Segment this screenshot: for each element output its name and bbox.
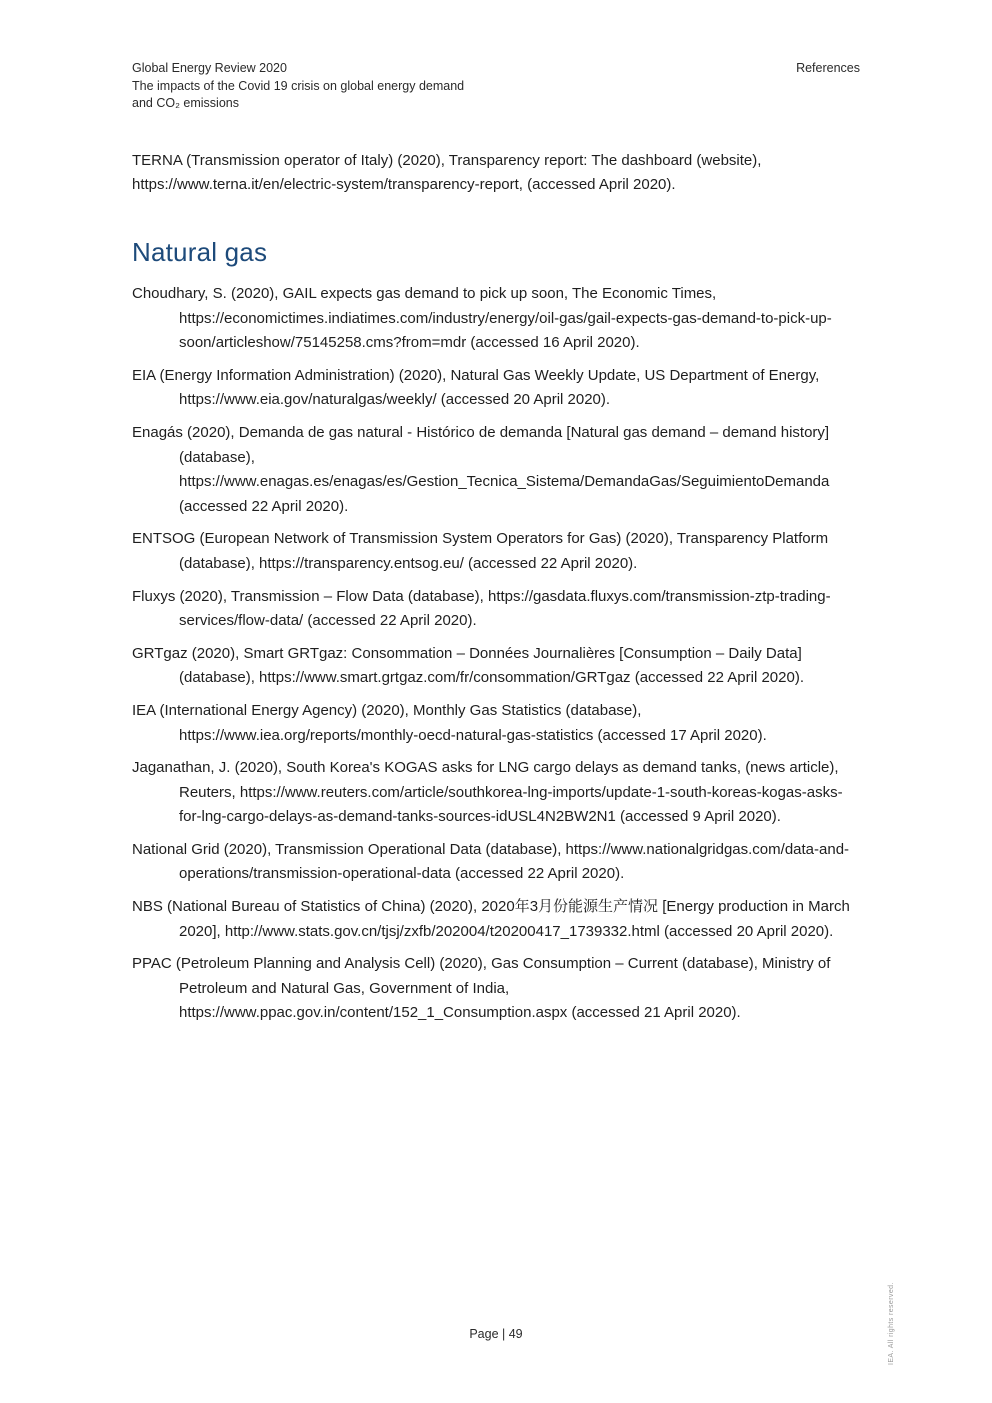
reference-item: GRTgaz (2020), Smart GRTgaz: Consommation – Données Journalières [Consumption – Daily Data] (database), https://www.smart.grtgaz.com/fr/consommation/GRTgaz (accessed 22 April 2020). xyxy=(132,644,804,687)
reference-item: Jaganathan, J. (2020), South Korea's KOGAS asks for LNG cargo delays as demand tanks, (news article), Reuters, https://www.reuters.com/article/southkorea-lng-imports/update-1-south-koreas-kogas-asks-for-lng-cargo-delays-as-demand-tanks-sources-idUSL4N2BW2N1 (accessed 9 April 2020). xyxy=(132,759,843,826)
reference-item: Enagás (2020), Demanda de gas natural - Histórico de demanda [Natural gas demand – demand history] (database), https://www.enagas.es/enagas/es/Gestion_Tecnica_Sistema/DemandaGas/SeguimientoDemanda (accessed 22 April 2020). xyxy=(132,423,830,515)
reference-item: Choudhary, S. (2020), GAIL expects gas demand to pick up soon, The Economic Times, https://economictimes.indiatimes.com/industry/energy/oil-gas/gail-expects-gas-demand-to-pick-up-soon/articleshow/75145258.cms?from=mdr (accessed 16 April 2020). xyxy=(132,285,832,352)
report-subtitle-line-2: and CO₂ emissions xyxy=(132,96,239,110)
reference-list xyxy=(132,282,860,1034)
reference-item: ENTSOG (European Network of Transmission System Operators for Gas) (2020), Transparency Platform (database), https://transparency.entsog.eu/ (accessed 22 April 2020). xyxy=(132,530,829,572)
reference-item: EIA (Energy Information Administration) (2020), Natural Gas Weekly Update, US Department of Energy, https://www.eia.gov/naturalgas/weekly/ (accessed 20 April 2020). xyxy=(132,366,820,409)
report-subtitle-line-1: The impacts of the Covid 19 crisis on global energy demand xyxy=(132,78,465,93)
section-heading: Natural gas xyxy=(132,237,268,267)
reference-item: Fluxys (2020), Transmission – Flow Data (database), https://gasdata.fluxys.com/transmission-ztp-trading-services/flow-data/ (accessed 22 April 2020). xyxy=(132,587,831,630)
reference-item: IEA (International Energy Agency) (2020), Monthly Gas Statistics (database), https://www.iea.org/reports/monthly-oecd-natural-gas-statistics (accessed 17 April 2020). xyxy=(132,701,767,744)
reference-item: PPAC (Petroleum Planning and Analysis Cell) (2020), Gas Consumption – Current (database), Ministry of Petroleum and Natural Gas, Government of India, https://www.ppac.gov.in/content/152_1_Consumption.aspx (accessed 21 April 2020). xyxy=(132,955,831,1022)
copyright-notice: IEA. All rights reserved. xyxy=(888,1282,895,1365)
continued-reference: TERNA (Transmission operator of Italy) (2020), Transparency report: The dashboard (website), https://www.terna.it/en/electric-system/transparency-report, (accessed April 2020). xyxy=(132,152,762,193)
section-label: References xyxy=(796,61,860,75)
report-title: Global Energy Review 2020 xyxy=(132,61,287,75)
reference-item: National Grid (2020), Transmission Operational Data (database), https://www.nationalgridgas.com/data-and-operations/transmission-operational-data (accessed 22 April 2020). xyxy=(132,840,850,883)
report-title-block xyxy=(132,60,552,113)
reference-item: NBS (National Bureau of Statistics of China) (2020), 2020年3月份能源生产情况 [Energy production in March 2020], http://www.stats.gov.cn/tjsj/zxfb/202004/t20200417_1739332.html (accessed 20 April 2020). xyxy=(132,898,850,940)
page-number: Page | 49 xyxy=(469,1327,523,1341)
